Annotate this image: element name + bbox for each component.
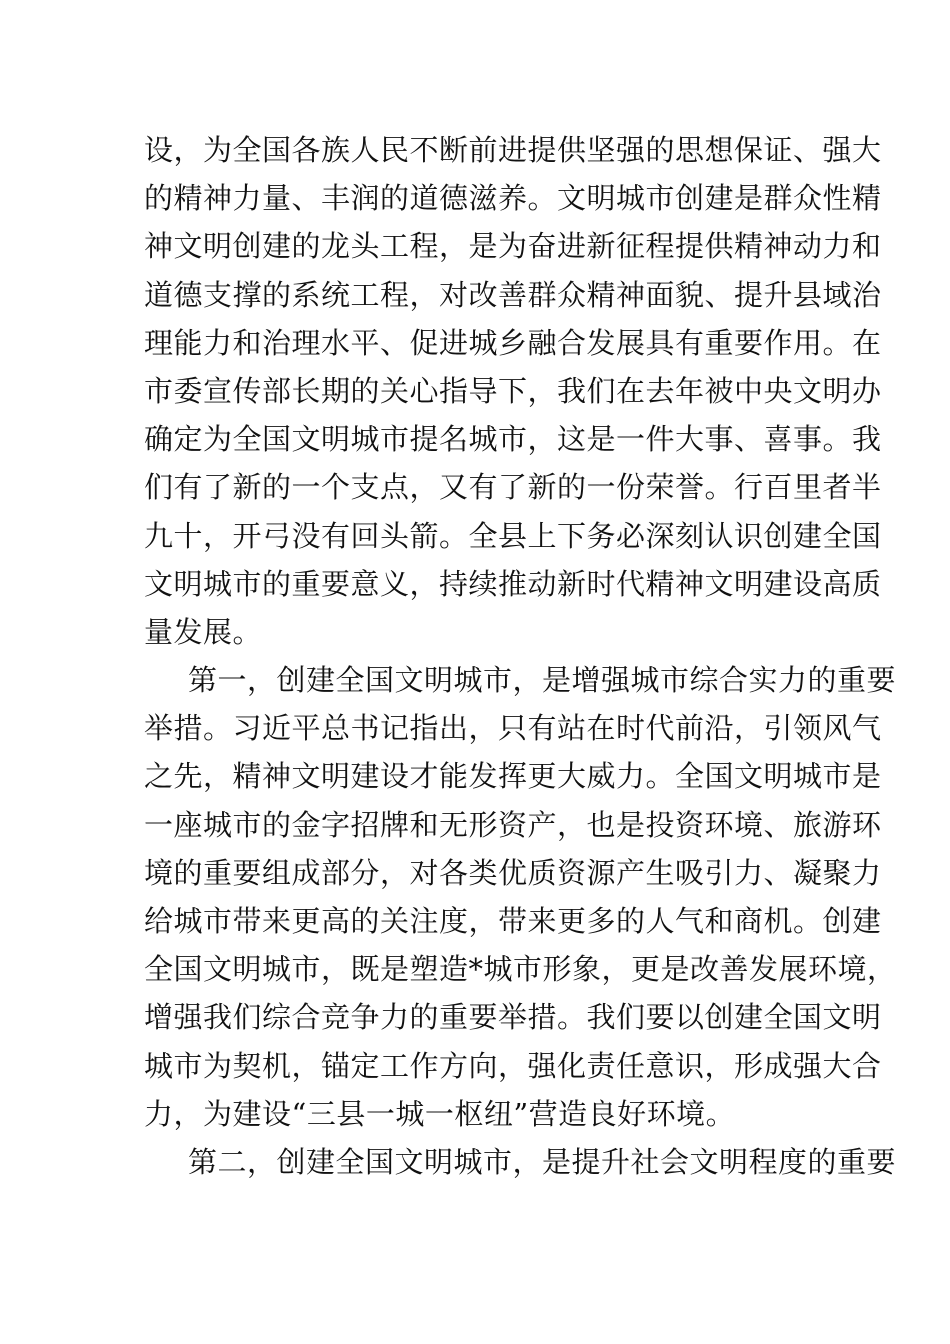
text-line: 设，为全国各族人民不断前进提供坚强的思想保证、强大 <box>144 133 882 167</box>
text-line: 之先，精神文明建设才能发挥更大威力。全国文明城市是 <box>144 759 882 794</box>
paragraph-first-line: 第一，创建全国文明城市，是增强城市综合实力的重要 <box>188 663 897 698</box>
text-line: 一座城市的金字招牌和无形资产，也是投资环境、旅游环 <box>144 807 882 842</box>
text-line: 力，为建设“三县一城一枢纽”营造良好环境。 <box>144 1096 736 1131</box>
text-line: 文明城市的重要意义，持续推动新时代精神文明建设高质 <box>144 566 882 601</box>
text-line: 市委宣传部长期的关心指导下，我们在去年被中央文明办 <box>144 373 882 408</box>
text-line: 量发展。 <box>144 614 263 649</box>
text-line: 的精神力量、丰润的道德滋养。文明城市创建是群众性精 <box>144 181 882 216</box>
text-line: 确定为全国文明城市提名城市，这是一件大事、喜事。我 <box>144 422 882 457</box>
document-body <box>144 126 897 1186</box>
text-line: 增强我们综合竞争力的重要举措。我们要以创建全国文明 <box>144 1000 882 1035</box>
text-line: 道德支撑的系统工程，对改善群众精神面貌、提升县域治 <box>144 277 882 312</box>
text-line: 举措。习近平总书记指出，只有站在时代前沿，引领风气 <box>144 711 882 746</box>
text-line: 们有了新的一个支点，又有了新的一份荣誉。行百里者半 <box>144 470 882 505</box>
text-line: 神文明创建的龙头工程，是为奋进新征程提供精神动力和 <box>144 229 882 264</box>
text-line: 给城市带来更高的关注度，带来更多的人气和商机。创建 <box>144 904 882 938</box>
text-line: 全国文明城市，既是塑造*城市形象，更是改善发展环境， <box>144 952 897 987</box>
text-line: 境的重要组成部分，对各类优质资源产生吸引力、凝聚力 <box>144 855 882 890</box>
text-line: 城市为契机，锚定工作方向，强化责任意识，形成强大合 <box>144 1048 882 1083</box>
text-line: 理能力和治理水平、促进城乡融合发展具有重要作用。在 <box>144 325 882 360</box>
text-line: 九十，开弓没有回头箭。全县上下务必深刻认识创建全国 <box>144 518 882 553</box>
paragraph-first-line: 第二，创建全国文明城市，是提升社会文明程度的重要 <box>188 1144 897 1179</box>
